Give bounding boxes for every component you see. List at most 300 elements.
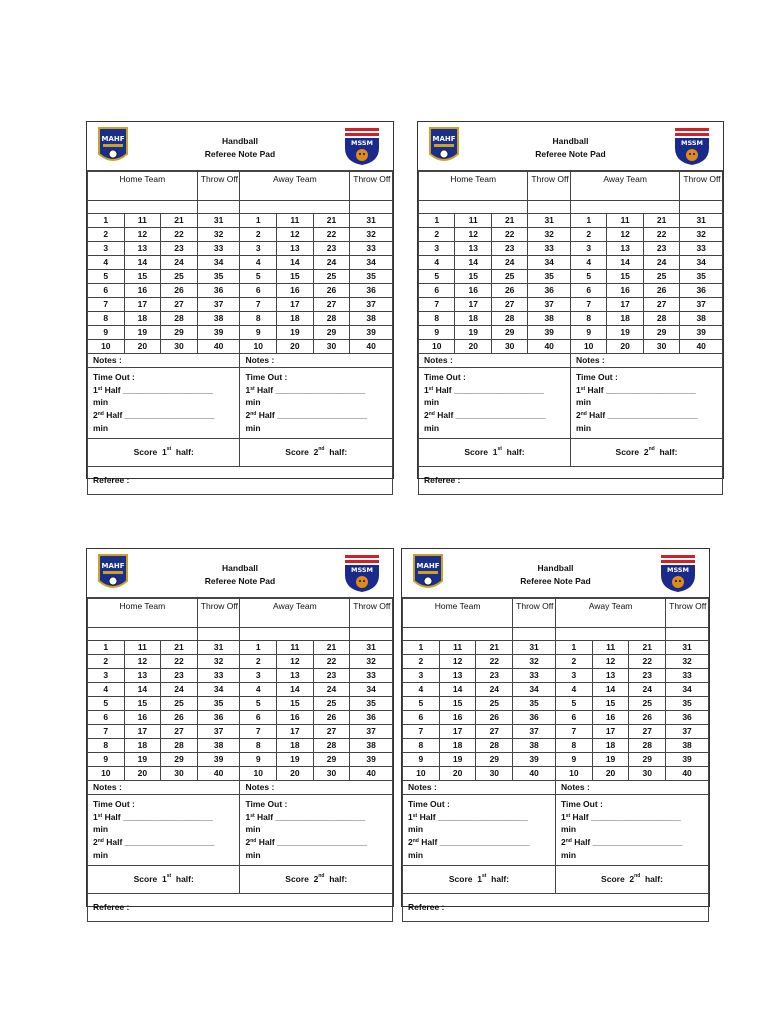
number-cell[interactable]: 6: [88, 711, 125, 725]
number-cell[interactable]: 40: [513, 767, 556, 781]
number-cell[interactable]: 7: [403, 725, 440, 739]
number-cell[interactable]: 28: [161, 312, 198, 326]
number-cell[interactable]: 34: [350, 256, 393, 270]
number-cell[interactable]: 2: [555, 655, 592, 669]
number-cell[interactable]: 4: [88, 683, 125, 697]
number-cell[interactable]: 40: [197, 340, 240, 354]
number-cell[interactable]: 22: [491, 228, 527, 242]
number-cell[interactable]: 24: [161, 256, 198, 270]
score-first-half[interactable]: Score 1st half:: [88, 866, 240, 894]
number-cell[interactable]: 23: [161, 669, 198, 683]
number-cell[interactable]: 32: [197, 228, 240, 242]
number-cell[interactable]: 27: [161, 725, 198, 739]
number-cell[interactable]: 29: [476, 753, 513, 767]
number-cell[interactable]: 24: [491, 256, 527, 270]
number-cell[interactable]: 21: [476, 641, 513, 655]
number-cell[interactable]: 7: [88, 725, 125, 739]
number-cell[interactable]: 15: [277, 270, 314, 284]
number-cell[interactable]: 16: [439, 711, 476, 725]
number-cell[interactable]: 13: [124, 669, 161, 683]
number-cell[interactable]: 17: [455, 298, 491, 312]
number-cell[interactable]: 28: [476, 739, 513, 753]
number-cell[interactable]: 16: [277, 711, 314, 725]
number-cell[interactable]: 18: [124, 312, 161, 326]
number-cell[interactable]: 22: [476, 655, 513, 669]
number-cell[interactable]: 19: [592, 753, 629, 767]
number-cell[interactable]: 7: [555, 725, 592, 739]
number-cell[interactable]: 33: [528, 242, 571, 256]
number-cell[interactable]: 35: [350, 270, 393, 284]
second-half-line[interactable]: 2nd Half ___________________: [560, 837, 683, 848]
number-cell[interactable]: 29: [643, 326, 679, 340]
number-cell[interactable]: 20: [277, 340, 314, 354]
number-cell[interactable]: 36: [528, 284, 571, 298]
number-cell[interactable]: 25: [643, 270, 679, 284]
number-cell[interactable]: 39: [197, 326, 240, 340]
number-cell[interactable]: 15: [439, 697, 476, 711]
number-cell[interactable]: 28: [313, 739, 350, 753]
number-cell[interactable]: 40: [350, 767, 393, 781]
number-cell[interactable]: 38: [666, 739, 709, 753]
number-cell[interactable]: 20: [277, 767, 314, 781]
number-cell[interactable]: 10: [240, 340, 277, 354]
number-cell[interactable]: 24: [476, 683, 513, 697]
number-cell[interactable]: 3: [88, 669, 125, 683]
number-cell[interactable]: 17: [124, 298, 161, 312]
home-throw-cell[interactable]: [197, 628, 240, 641]
number-cell[interactable]: 30: [629, 767, 666, 781]
number-cell[interactable]: 38: [528, 312, 571, 326]
number-cell[interactable]: 27: [476, 725, 513, 739]
number-cell[interactable]: 24: [161, 683, 198, 697]
notes-away[interactable]: Notes :: [570, 354, 722, 368]
score-second-half[interactable]: Score 2nd half:: [240, 439, 393, 467]
number-cell[interactable]: 23: [161, 242, 198, 256]
number-cell[interactable]: 12: [455, 228, 491, 242]
number-cell[interactable]: 32: [197, 655, 240, 669]
number-cell[interactable]: 29: [629, 753, 666, 767]
number-cell[interactable]: 20: [592, 767, 629, 781]
number-cell[interactable]: 9: [570, 326, 606, 340]
number-cell[interactable]: 23: [313, 669, 350, 683]
number-cell[interactable]: 29: [313, 326, 350, 340]
number-cell[interactable]: 16: [607, 284, 643, 298]
number-cell[interactable]: 22: [313, 655, 350, 669]
number-cell[interactable]: 33: [513, 669, 556, 683]
number-cell[interactable]: 16: [124, 711, 161, 725]
number-cell[interactable]: 22: [643, 228, 679, 242]
number-cell[interactable]: 9: [240, 326, 277, 340]
number-cell[interactable]: 22: [161, 655, 198, 669]
number-cell[interactable]: 29: [313, 753, 350, 767]
number-cell[interactable]: 37: [197, 725, 240, 739]
number-cell[interactable]: 2: [88, 228, 125, 242]
number-cell[interactable]: 6: [240, 711, 277, 725]
number-cell[interactable]: 14: [607, 256, 643, 270]
number-cell[interactable]: 39: [680, 326, 723, 340]
number-cell[interactable]: 34: [197, 683, 240, 697]
second-half-line[interactable]: 2nd Half ___________________: [245, 410, 367, 421]
number-cell[interactable]: 11: [607, 214, 643, 228]
number-cell[interactable]: 37: [666, 725, 709, 739]
number-cell[interactable]: 17: [277, 298, 314, 312]
number-cell[interactable]: 11: [277, 214, 314, 228]
number-cell[interactable]: 32: [666, 655, 709, 669]
number-cell[interactable]: 19: [277, 326, 314, 340]
number-cell[interactable]: 35: [528, 270, 571, 284]
number-cell[interactable]: 37: [350, 725, 393, 739]
number-cell[interactable]: 13: [607, 242, 643, 256]
home-throw-cell[interactable]: [528, 201, 571, 214]
number-cell[interactable]: 39: [350, 753, 393, 767]
number-cell[interactable]: 34: [513, 683, 556, 697]
number-cell[interactable]: 35: [680, 270, 723, 284]
number-cell[interactable]: 1: [570, 214, 606, 228]
number-cell[interactable]: 24: [313, 683, 350, 697]
number-cell[interactable]: 26: [643, 284, 679, 298]
number-cell[interactable]: 7: [88, 298, 125, 312]
number-cell[interactable]: 25: [161, 270, 198, 284]
number-cell[interactable]: 21: [629, 641, 666, 655]
time-out-home[interactable]: [419, 368, 571, 439]
number-cell[interactable]: 5: [419, 270, 455, 284]
number-cell[interactable]: 10: [403, 767, 440, 781]
number-cell[interactable]: 25: [313, 270, 350, 284]
number-cell[interactable]: 36: [197, 711, 240, 725]
number-cell[interactable]: 40: [528, 340, 571, 354]
score-first-half[interactable]: Score 1st half:: [403, 866, 556, 894]
number-cell[interactable]: 6: [403, 711, 440, 725]
number-cell[interactable]: 18: [607, 312, 643, 326]
number-cell[interactable]: 27: [313, 725, 350, 739]
score-second-half[interactable]: Score 2nd half:: [240, 866, 393, 894]
number-cell[interactable]: 18: [277, 312, 314, 326]
number-cell[interactable]: 10: [570, 340, 606, 354]
number-cell[interactable]: 10: [88, 340, 125, 354]
number-cell[interactable]: 12: [592, 655, 629, 669]
number-cell[interactable]: 11: [455, 214, 491, 228]
number-cell[interactable]: 2: [570, 228, 606, 242]
number-cell[interactable]: 28: [643, 312, 679, 326]
number-cell[interactable]: 28: [491, 312, 527, 326]
number-cell[interactable]: 13: [277, 669, 314, 683]
number-cell[interactable]: 11: [439, 641, 476, 655]
number-cell[interactable]: 1: [88, 214, 125, 228]
number-cell[interactable]: 31: [197, 641, 240, 655]
number-cell[interactable]: 13: [124, 242, 161, 256]
number-cell[interactable]: 21: [313, 214, 350, 228]
number-cell[interactable]: 31: [666, 641, 709, 655]
second-half-line[interactable]: 2nd Half ___________________: [245, 837, 367, 848]
number-cell[interactable]: 40: [666, 767, 709, 781]
number-cell[interactable]: 11: [592, 641, 629, 655]
number-cell[interactable]: 31: [197, 214, 240, 228]
number-cell[interactable]: 3: [240, 242, 277, 256]
number-cell[interactable]: 11: [124, 641, 161, 655]
number-cell[interactable]: 32: [513, 655, 556, 669]
number-cell[interactable]: 12: [124, 228, 161, 242]
score-first-half[interactable]: Score 1st half:: [419, 439, 571, 467]
number-cell[interactable]: 34: [666, 683, 709, 697]
second-half-line[interactable]: 2nd Half ___________________: [93, 837, 215, 848]
number-cell[interactable]: 18: [592, 739, 629, 753]
away-throw-cell[interactable]: [666, 628, 709, 641]
number-cell[interactable]: 13: [439, 669, 476, 683]
time-out-away[interactable]: [555, 795, 708, 866]
number-cell[interactable]: 40: [680, 340, 723, 354]
away-throw-cell[interactable]: [350, 201, 393, 214]
time-out-away[interactable]: [570, 368, 722, 439]
number-cell[interactable]: 8: [403, 739, 440, 753]
number-cell[interactable]: 20: [124, 767, 161, 781]
number-cell[interactable]: 28: [629, 739, 666, 753]
number-cell[interactable]: 8: [88, 312, 125, 326]
number-cell[interactable]: 13: [455, 242, 491, 256]
number-cell[interactable]: 3: [570, 242, 606, 256]
number-cell[interactable]: 25: [629, 697, 666, 711]
first-half-line[interactable]: 1st Half ___________________: [560, 811, 681, 822]
home-blank-cell[interactable]: [403, 628, 513, 641]
number-cell[interactable]: 27: [161, 298, 198, 312]
number-cell[interactable]: 17: [607, 298, 643, 312]
home-blank-cell[interactable]: [88, 628, 198, 641]
number-cell[interactable]: 17: [592, 725, 629, 739]
number-cell[interactable]: 24: [643, 256, 679, 270]
number-cell[interactable]: 8: [240, 739, 277, 753]
number-cell[interactable]: 4: [419, 256, 455, 270]
number-cell[interactable]: 37: [350, 298, 393, 312]
number-cell[interactable]: 4: [555, 683, 592, 697]
referee-field[interactable]: Referee :: [419, 467, 723, 495]
number-cell[interactable]: 12: [277, 228, 314, 242]
number-cell[interactable]: 18: [124, 739, 161, 753]
number-cell[interactable]: 35: [513, 697, 556, 711]
number-cell[interactable]: 8: [88, 739, 125, 753]
number-cell[interactable]: 39: [513, 753, 556, 767]
home-throw-cell[interactable]: [513, 628, 556, 641]
number-cell[interactable]: 15: [124, 697, 161, 711]
number-cell[interactable]: 2: [240, 228, 277, 242]
number-cell[interactable]: 39: [350, 326, 393, 340]
number-cell[interactable]: 11: [277, 641, 314, 655]
number-cell[interactable]: 32: [680, 228, 723, 242]
time-out-away[interactable]: [240, 795, 393, 866]
number-cell[interactable]: 5: [403, 697, 440, 711]
number-cell[interactable]: 28: [313, 312, 350, 326]
number-cell[interactable]: 14: [124, 683, 161, 697]
number-cell[interactable]: 12: [124, 655, 161, 669]
time-out-home[interactable]: [403, 795, 556, 866]
number-cell[interactable]: 18: [455, 312, 491, 326]
number-cell[interactable]: 37: [528, 298, 571, 312]
number-cell[interactable]: 16: [124, 284, 161, 298]
number-cell[interactable]: 33: [197, 669, 240, 683]
number-cell[interactable]: 22: [313, 228, 350, 242]
number-cell[interactable]: 34: [197, 256, 240, 270]
number-cell[interactable]: 5: [570, 270, 606, 284]
number-cell[interactable]: 9: [555, 753, 592, 767]
number-cell[interactable]: 33: [197, 242, 240, 256]
number-cell[interactable]: 24: [313, 256, 350, 270]
number-cell[interactable]: 20: [607, 340, 643, 354]
notes-away[interactable]: Notes :: [240, 354, 393, 368]
number-cell[interactable]: 4: [403, 683, 440, 697]
number-cell[interactable]: 29: [161, 753, 198, 767]
number-cell[interactable]: 12: [439, 655, 476, 669]
number-cell[interactable]: 4: [240, 256, 277, 270]
away-blank-cell[interactable]: [570, 201, 679, 214]
number-cell[interactable]: 21: [161, 641, 198, 655]
number-cell[interactable]: 22: [161, 228, 198, 242]
number-cell[interactable]: 36: [350, 284, 393, 298]
number-cell[interactable]: 15: [455, 270, 491, 284]
number-cell[interactable]: 20: [455, 340, 491, 354]
number-cell[interactable]: 9: [419, 326, 455, 340]
number-cell[interactable]: 33: [350, 669, 393, 683]
away-throw-cell[interactable]: [680, 201, 723, 214]
time-out-home[interactable]: [88, 795, 240, 866]
number-cell[interactable]: 14: [277, 683, 314, 697]
number-cell[interactable]: 21: [313, 641, 350, 655]
number-cell[interactable]: 20: [439, 767, 476, 781]
number-cell[interactable]: 22: [629, 655, 666, 669]
number-cell[interactable]: 1: [555, 641, 592, 655]
number-cell[interactable]: 36: [197, 284, 240, 298]
number-cell[interactable]: 4: [570, 256, 606, 270]
number-cell[interactable]: 26: [629, 711, 666, 725]
number-cell[interactable]: 2: [88, 655, 125, 669]
notes-away[interactable]: Notes :: [555, 781, 708, 795]
away-blank-cell[interactable]: [555, 628, 665, 641]
number-cell[interactable]: 3: [419, 242, 455, 256]
number-cell[interactable]: 31: [528, 214, 571, 228]
score-first-half[interactable]: Score 1st half:: [88, 439, 240, 467]
number-cell[interactable]: 20: [124, 340, 161, 354]
number-cell[interactable]: 30: [313, 767, 350, 781]
number-cell[interactable]: 19: [124, 753, 161, 767]
number-cell[interactable]: 28: [161, 739, 198, 753]
number-cell[interactable]: 31: [513, 641, 556, 655]
number-cell[interactable]: 6: [88, 284, 125, 298]
number-cell[interactable]: 12: [277, 655, 314, 669]
number-cell[interactable]: 17: [439, 725, 476, 739]
number-cell[interactable]: 19: [124, 326, 161, 340]
number-cell[interactable]: 33: [680, 242, 723, 256]
notes-home[interactable]: Notes :: [88, 781, 240, 795]
number-cell[interactable]: 39: [197, 753, 240, 767]
number-cell[interactable]: 5: [555, 697, 592, 711]
number-cell[interactable]: 26: [161, 284, 198, 298]
number-cell[interactable]: 32: [528, 228, 571, 242]
score-second-half[interactable]: Score 2nd half:: [570, 439, 722, 467]
number-cell[interactable]: 16: [592, 711, 629, 725]
number-cell[interactable]: 6: [419, 284, 455, 298]
number-cell[interactable]: 31: [350, 214, 393, 228]
number-cell[interactable]: 8: [240, 312, 277, 326]
number-cell[interactable]: 33: [666, 669, 709, 683]
away-blank-cell[interactable]: [240, 201, 350, 214]
number-cell[interactable]: 2: [403, 655, 440, 669]
number-cell[interactable]: 30: [643, 340, 679, 354]
number-cell[interactable]: 5: [88, 697, 125, 711]
number-cell[interactable]: 26: [313, 284, 350, 298]
number-cell[interactable]: 23: [629, 669, 666, 683]
number-cell[interactable]: 37: [513, 725, 556, 739]
number-cell[interactable]: 15: [277, 697, 314, 711]
referee-field[interactable]: Referee :: [88, 894, 393, 922]
number-cell[interactable]: 3: [88, 242, 125, 256]
number-cell[interactable]: 27: [629, 725, 666, 739]
number-cell[interactable]: 31: [680, 214, 723, 228]
number-cell[interactable]: 14: [592, 683, 629, 697]
first-half-line[interactable]: 1st Half ___________________: [408, 811, 528, 822]
number-cell[interactable]: 11: [124, 214, 161, 228]
number-cell[interactable]: 38: [197, 739, 240, 753]
number-cell[interactable]: 9: [403, 753, 440, 767]
number-cell[interactable]: 38: [350, 312, 393, 326]
number-cell[interactable]: 9: [240, 753, 277, 767]
first-half-line[interactable]: 1st Half ___________________: [424, 384, 544, 395]
number-cell[interactable]: 25: [476, 697, 513, 711]
number-cell[interactable]: 27: [313, 298, 350, 312]
number-cell[interactable]: 21: [491, 214, 527, 228]
number-cell[interactable]: 38: [513, 739, 556, 753]
number-cell[interactable]: 36: [680, 284, 723, 298]
number-cell[interactable]: 27: [491, 298, 527, 312]
number-cell[interactable]: 4: [88, 256, 125, 270]
number-cell[interactable]: 5: [240, 270, 277, 284]
number-cell[interactable]: 14: [439, 683, 476, 697]
number-cell[interactable]: 2: [419, 228, 455, 242]
number-cell[interactable]: 16: [277, 284, 314, 298]
number-cell[interactable]: 23: [491, 242, 527, 256]
number-cell[interactable]: 19: [439, 753, 476, 767]
number-cell[interactable]: 14: [277, 256, 314, 270]
number-cell[interactable]: 6: [570, 284, 606, 298]
number-cell[interactable]: 35: [350, 697, 393, 711]
number-cell[interactable]: 27: [643, 298, 679, 312]
number-cell[interactable]: 31: [350, 641, 393, 655]
number-cell[interactable]: 30: [476, 767, 513, 781]
number-cell[interactable]: 1: [403, 641, 440, 655]
number-cell[interactable]: 21: [161, 214, 198, 228]
number-cell[interactable]: 13: [592, 669, 629, 683]
number-cell[interactable]: 23: [313, 242, 350, 256]
number-cell[interactable]: 9: [88, 326, 125, 340]
number-cell[interactable]: 19: [607, 326, 643, 340]
number-cell[interactable]: 34: [350, 683, 393, 697]
number-cell[interactable]: 10: [240, 767, 277, 781]
number-cell[interactable]: 10: [555, 767, 592, 781]
number-cell[interactable]: 10: [419, 340, 455, 354]
second-half-line[interactable]: 2nd Half ___________________: [93, 410, 215, 421]
number-cell[interactable]: 7: [419, 298, 455, 312]
number-cell[interactable]: 37: [680, 298, 723, 312]
number-cell[interactable]: 25: [313, 697, 350, 711]
number-cell[interactable]: 8: [570, 312, 606, 326]
number-cell[interactable]: 19: [455, 326, 491, 340]
number-cell[interactable]: 13: [277, 242, 314, 256]
number-cell[interactable]: 38: [680, 312, 723, 326]
number-cell[interactable]: 2: [240, 655, 277, 669]
number-cell[interactable]: 26: [491, 284, 527, 298]
notes-home[interactable]: Notes :: [88, 354, 240, 368]
number-cell[interactable]: 18: [439, 739, 476, 753]
number-cell[interactable]: 7: [570, 298, 606, 312]
number-cell[interactable]: 24: [629, 683, 666, 697]
number-cell[interactable]: 1: [88, 641, 125, 655]
number-cell[interactable]: 30: [161, 767, 198, 781]
